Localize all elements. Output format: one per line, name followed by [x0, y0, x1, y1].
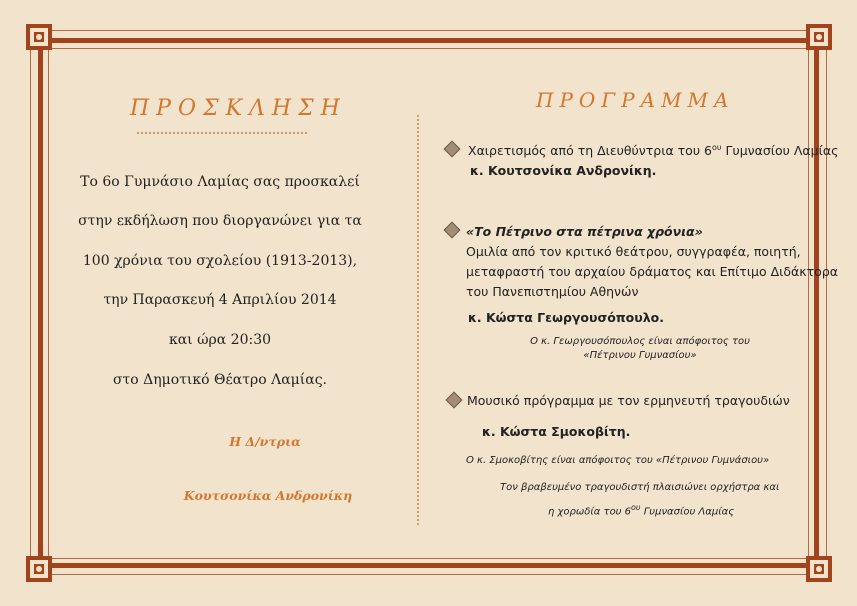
invitation-line-6: στο Δημοτικό Θέατρο Λαμίας. — [112, 372, 327, 388]
program-item-3-note-3: η χορωδία του $6^{o\upsilon}$ Γυμνασίου Λαμίας — [548, 503, 735, 518]
diamond-bullet-icon — [444, 141, 461, 158]
signature-name: Κουτσονίκα Ανδρονίκη — [183, 488, 353, 503]
program-item-2-note-1: Ο κ. Γεωργουσόπουλος είναι απόφοιτος του — [530, 336, 750, 347]
title-underline-dots — [137, 132, 307, 134]
program-item-1-name: κ. Κουτσονίκα Ανδρονίκη. — [470, 163, 657, 178]
corner-ornament-top-left — [26, 24, 52, 50]
program-item-3-note-2: Τον βραβευμένο τραγουδιστή πλαισιώνει ορχήστρα και — [500, 482, 780, 493]
corner-ornament-top-right — [806, 24, 832, 50]
program-item-3-text: Μουσικό πρόγραμμα με τον ερμηνευτή τραγουδιών — [467, 393, 790, 408]
invitation-title: ΠΡΟΣΚΛΗΣΗ — [130, 96, 347, 121]
program-item-2-title: «Το Πέτρινο στα πέτρινα χρόνια» — [466, 224, 703, 239]
invitation-line-5: και ώρα 20:30 — [168, 332, 272, 348]
diamond-bullet-icon — [444, 222, 461, 239]
signature-role: Η Δ/ντρια — [229, 434, 301, 449]
diamond-bullet-icon — [446, 392, 463, 409]
column-divider — [417, 115, 419, 525]
program-item-2-desc-1: Ομιλία από τον κριτικό θεάτρου, συγγραφέα, ποιητή, — [466, 244, 801, 259]
invitation-line-1: Το 6ο Γυμνάσιο Λαμίας σας προσκαλεί — [80, 174, 360, 190]
program-item-1-text: Χαιρετισμός από τη Διευθύντρια του $6^{o\upsilon}$ Γυμνασίου Λαμίας — [468, 143, 839, 159]
program-title: ΠΡΟΓΡΑΜΜΑ — [536, 88, 735, 112]
program-item-2-desc-3: του Πανεπιστημίου Αθηνών — [466, 284, 639, 299]
program-item-2-desc-2: μεταφραστή του αρχαίου δράματος και Επίτιμο Διδάκτορα — [466, 264, 839, 279]
corner-ornament-bottom-right — [806, 556, 832, 582]
program-item-2-note-2: «Πέτρινου Γυμνασίου» — [583, 350, 697, 361]
invitation-line-4: την Παρασκευή 4 Απριλίου 2014 — [103, 292, 337, 308]
corner-ornament-bottom-left — [26, 556, 52, 582]
program-item-3-note-1: Ο κ. Σμοκοβίτης είναι απόφοιτος του «Πέτρινου Γυμνάσιου» — [466, 455, 770, 466]
invitation-line-3: 100 χρόνια του σχολείου (1913-2013), — [82, 253, 358, 269]
invitation-line-2: στην εκδήλωση που διοργανώνει για τα — [78, 213, 362, 229]
program-item-2-name: κ. Κώστα Γεωργουσόπουλο. — [468, 310, 664, 325]
program-item-3-name: κ. Κώστα Σμοκοβίτη. — [482, 424, 631, 439]
